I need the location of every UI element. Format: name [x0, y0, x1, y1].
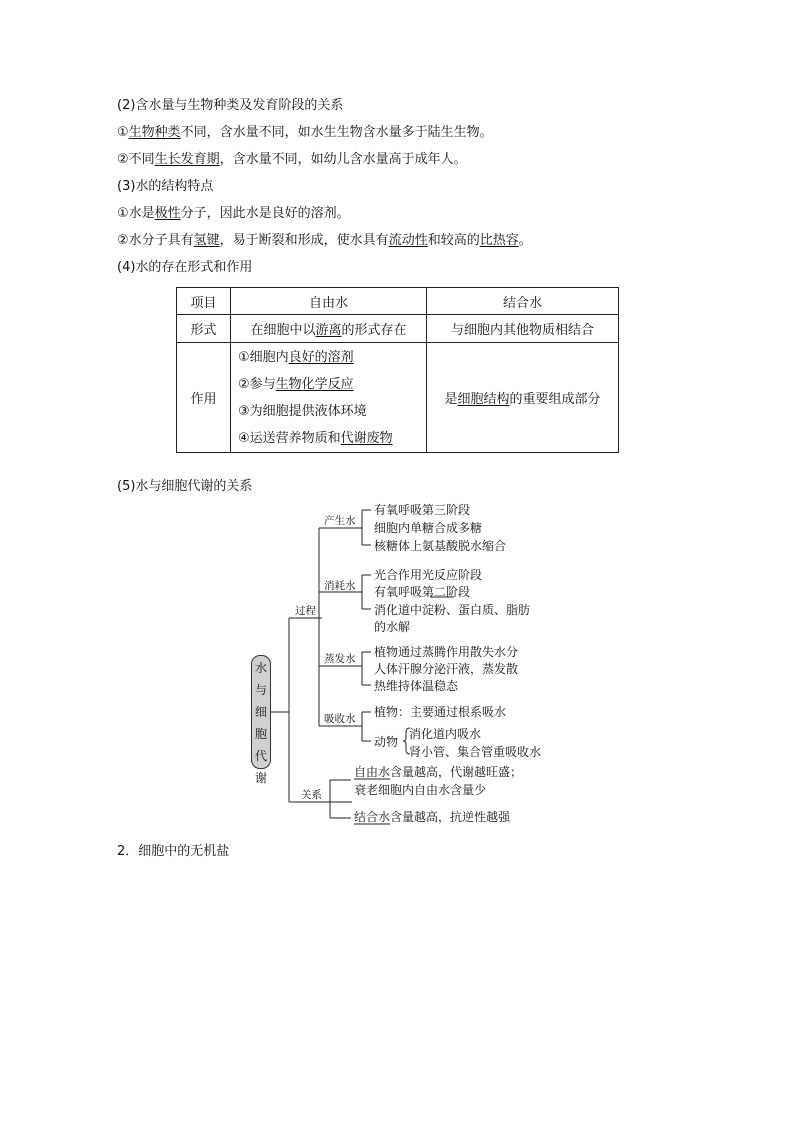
diagram-item	[374, 585, 470, 599]
text: 。	[518, 233, 532, 248]
section-heading-2: (2)含水量与生物种类及发育阶段的关系	[117, 98, 344, 113]
keyword: 代谢废物	[340, 430, 393, 446]
diagram-item: 消化道内吸水	[409, 727, 482, 741]
text: ③为细胞提供液体环境	[238, 403, 367, 419]
keyword: 第二	[422, 585, 447, 599]
text: 阶段	[446, 585, 471, 599]
text: ②参与	[238, 376, 276, 392]
diagram-item: 动物	[374, 735, 399, 749]
root-char: 细	[254, 705, 267, 719]
root-char: 胞	[254, 727, 267, 741]
diagram-item: 的水解	[374, 620, 411, 634]
keyword: 极性	[154, 206, 181, 221]
root-char: 水	[254, 661, 267, 675]
text: ，易于断裂和形成，使水具有	[219, 233, 389, 248]
root-char: 与	[254, 683, 267, 697]
diagram-item: 植物：主要通过根系吸水	[374, 705, 507, 719]
section-heading-4: (4)水的存在形式和作用	[117, 260, 253, 275]
text: 分子，因此水是良好的溶剂。	[180, 206, 350, 221]
text: 含量越高，代谢越旺盛；	[390, 765, 523, 779]
diagram-item: 有氧呼吸第三阶段	[374, 503, 471, 517]
keyword: 生物种类	[128, 125, 181, 140]
text: 有氧呼吸	[374, 585, 423, 599]
text: ④运送营养物质和	[238, 430, 341, 446]
consume-label: 消耗水	[324, 580, 356, 592]
text: 不同，含水量不同，如水生生物含水量多于陆生生物。	[180, 125, 493, 140]
root-char: 代	[254, 749, 267, 763]
diagram-item: 光合作用光反应阶段	[374, 568, 483, 582]
diagram-item: 核糖体上氨基酸脱水缩合	[374, 539, 507, 553]
diagram-item: 热维持体温稳态	[374, 679, 459, 693]
text: 是	[444, 392, 458, 407]
evap-label: 蒸发水	[324, 653, 356, 665]
text: ②水分子具有	[117, 233, 194, 248]
text: ①细胞内	[238, 349, 289, 365]
process-label: 过程	[295, 605, 316, 617]
keyword: 自由水	[354, 765, 391, 779]
text: ②不同	[117, 152, 155, 167]
keyword: 氢键	[193, 233, 220, 248]
diagram-item: 衰老细胞内自由水含量少	[354, 783, 487, 797]
diagram-item: 人体汗腺分泌汗液，蒸发散	[374, 662, 519, 676]
table-cell: 作用	[177, 343, 231, 453]
relation-label: 关系	[301, 789, 322, 801]
diagram-item	[354, 809, 511, 824]
table-header-cell: 结合水	[427, 288, 619, 315]
diagram-item	[354, 764, 522, 779]
diagram-item: 肾小管、集合管重吸收水	[409, 745, 542, 759]
diagram-item: 细胞内单糖合成多糖	[374, 521, 483, 535]
text: 的重要组成部分	[509, 392, 601, 407]
keyword: 生长发育期	[154, 152, 220, 167]
keyword: 比热容	[479, 233, 519, 248]
keyword: 结合水	[354, 810, 391, 824]
text: ①水是	[117, 206, 155, 221]
keyword: 细胞结构	[457, 392, 510, 407]
text: ①	[117, 125, 129, 140]
table-cell: 与细胞内其他物质相结合	[427, 315, 619, 343]
keyword: 生物化学反应	[275, 376, 354, 392]
diagram-item: 消化道中淀粉、蛋白质、脂肪	[374, 603, 531, 617]
table-header-cell: 自由水	[231, 288, 427, 315]
root-char: 谢	[254, 771, 267, 785]
keyword: 游离	[315, 323, 342, 338]
section-heading-3: (3)水的结构特点	[117, 179, 214, 194]
section-heading-5: (5)水与细胞代谢的关系	[117, 479, 253, 494]
section-heading-inorganic-salts: 2．细胞中的无机盐	[117, 844, 230, 859]
table-cell: 形式	[177, 315, 231, 343]
keyword: 流动性	[388, 233, 428, 248]
text: 的形式存在	[341, 323, 407, 338]
text: 含量越高，抗逆性越强	[390, 810, 511, 824]
diagram-item: 植物通过蒸腾作用散失水分	[374, 645, 519, 659]
table-header-cell: 项目	[177, 288, 231, 315]
produce-label: 产生水	[324, 515, 356, 527]
keyword: 良好的溶剂	[288, 349, 354, 365]
text: 和较高的	[427, 233, 480, 248]
absorb-label: 吸收水	[324, 713, 356, 725]
text: ，含水量不同，如幼儿含水量高于成年人。	[219, 152, 467, 167]
text: 在细胞中以	[250, 323, 316, 338]
